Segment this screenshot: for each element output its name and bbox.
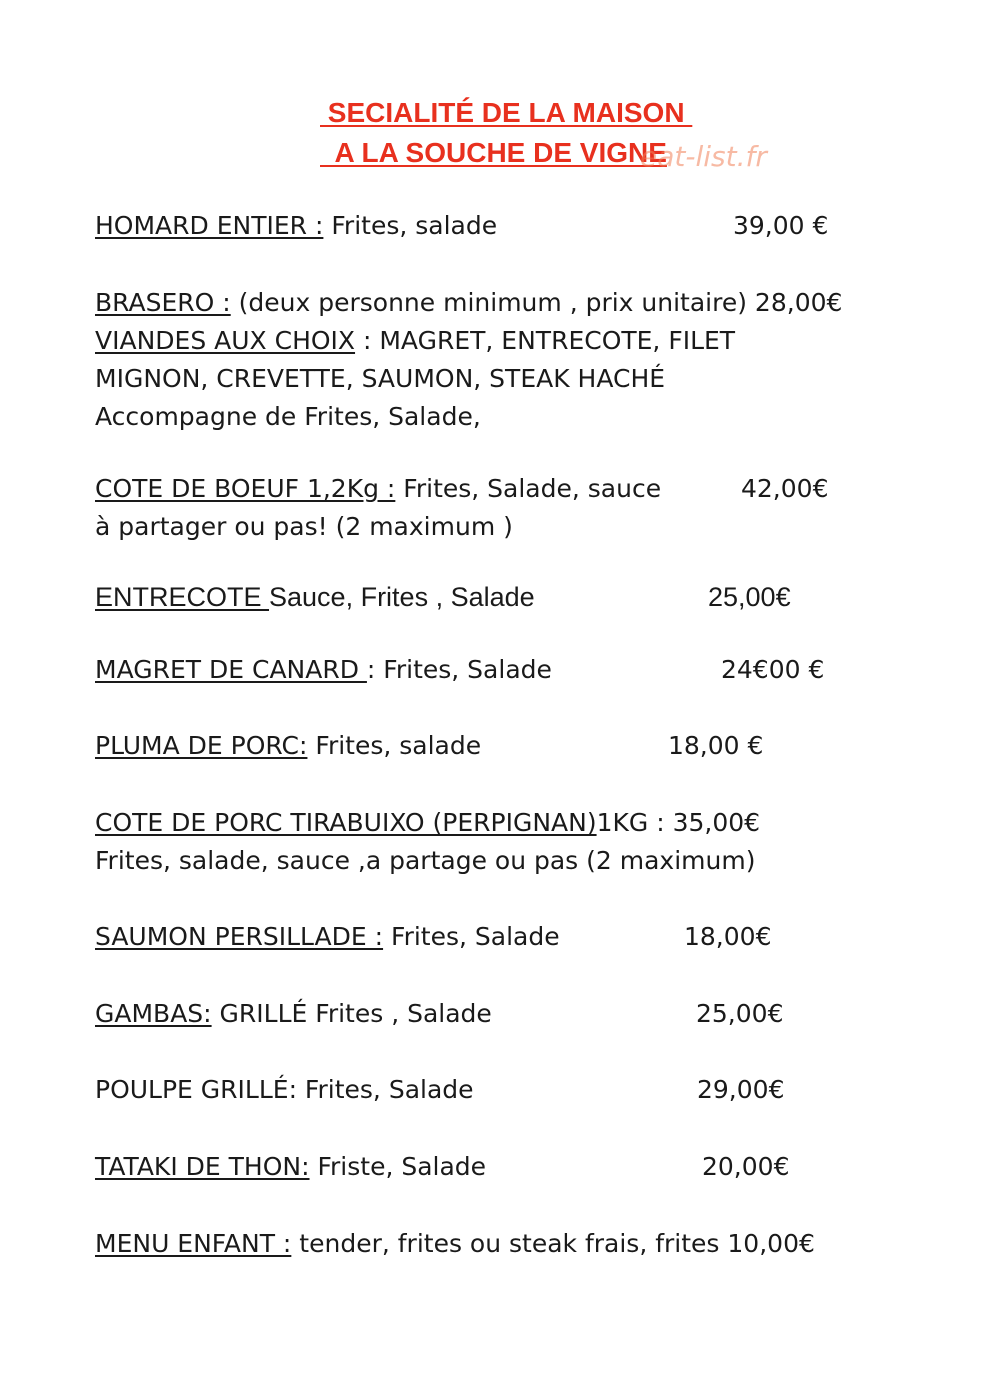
item-price: 29,00€	[697, 1075, 785, 1104]
item-desc: Accompagne de Frites, Salade,	[95, 402, 481, 431]
menu-item-menu-enfant	[95, 1225, 815, 1263]
item-desc: POULPE GRILLÉ: Frites, Salade	[95, 1075, 474, 1104]
item-desc: Frites, salade, sauce ,a partage ou pas (2 maximum)	[95, 846, 756, 875]
item-name: MENU ENFANT :	[95, 1229, 292, 1258]
item-name: HOMARD ENTIER :	[95, 211, 324, 240]
item-desc: MIGNON, CREVETTE, SAUMON, STEAK HACHÉ	[95, 364, 666, 393]
item-price: 39,00 €	[733, 211, 829, 240]
menu-item-cote-de-boeuf	[95, 470, 661, 508]
menu-title-line-2: A LA SOUCHE DE VIGNE	[320, 137, 667, 168]
item-name: COTE DE PORC TIRABUIXO (PERPIGNAN)	[95, 808, 597, 837]
watermark: eat-list.fr	[640, 140, 767, 173]
menu-item-pluma	[95, 727, 481, 765]
item-desc: Frites, salade	[307, 731, 482, 760]
item-price: 25,00€	[696, 999, 784, 1028]
item-desc: GRILLÉ Frites , Salade	[211, 999, 492, 1028]
menu-item-gambas	[95, 995, 492, 1033]
menu-item-saumon	[95, 918, 560, 956]
menu-item-homard	[95, 207, 497, 245]
menu-item-cote-de-porc-note	[95, 842, 755, 880]
item-price: 25,00€	[708, 582, 791, 612]
item-desc: tender, frites ou steak frais, frites 10,00€	[291, 1229, 815, 1258]
menu-item-cote-de-porc	[95, 804, 760, 842]
item-price: 42,00€	[741, 474, 829, 503]
item-desc: 1KG : 35,00€	[596, 808, 761, 837]
item-name: PLUMA DE PORC:	[95, 731, 308, 760]
item-desc: : Frites, Salade	[366, 655, 552, 684]
menu-item-magret	[95, 651, 552, 689]
menu-item-tataki	[95, 1148, 486, 1186]
item-desc: Frites, salade	[323, 211, 498, 240]
menu-item-cote-de-boeuf-note	[95, 508, 513, 546]
item-name: TATAKI DE THON:	[95, 1152, 310, 1181]
item-name: ENTRECOTE	[95, 582, 270, 612]
item-price: 18,00€	[684, 922, 772, 951]
item-name: MAGRET DE CANARD	[95, 655, 367, 684]
menu-item-brasero	[95, 284, 842, 322]
item-desc: Frites, Salade	[383, 922, 560, 951]
item-desc: (deux personne minimum , prix unitaire) 28,00€	[230, 288, 843, 317]
item-desc: Sauce, Frites , Salade	[269, 582, 535, 612]
item-desc: Frites, Salade, sauce	[395, 474, 662, 503]
item-name: SAUMON PERSILLADE :	[95, 922, 384, 951]
menu-item-poulpe	[95, 1071, 474, 1109]
item-price: 20,00€	[702, 1152, 790, 1181]
item-price: 24€00 €	[721, 655, 825, 684]
item-name: GAMBAS:	[95, 999, 212, 1028]
item-desc: à partager ou pas! (2 maximum )	[95, 512, 513, 541]
item-name: BRASERO :	[95, 288, 231, 317]
menu-item-entrecote	[95, 578, 535, 616]
item-price: 18,00 €	[668, 731, 764, 760]
item-name: COTE DE BOEUF 1,2Kg :	[95, 474, 396, 503]
menu-item-viandes	[95, 322, 735, 360]
menu-item-viandes-cont	[95, 360, 665, 398]
menu-item-brasero-accomp	[95, 398, 481, 436]
item-desc: Friste, Salade	[309, 1152, 487, 1181]
item-desc: : MAGRET, ENTRECOTE, FILET	[355, 326, 736, 355]
menu-title-line-1: SECIALITÉ DE LA MAISON	[320, 97, 693, 128]
item-name: VIANDES AUX CHOIX	[95, 326, 356, 355]
